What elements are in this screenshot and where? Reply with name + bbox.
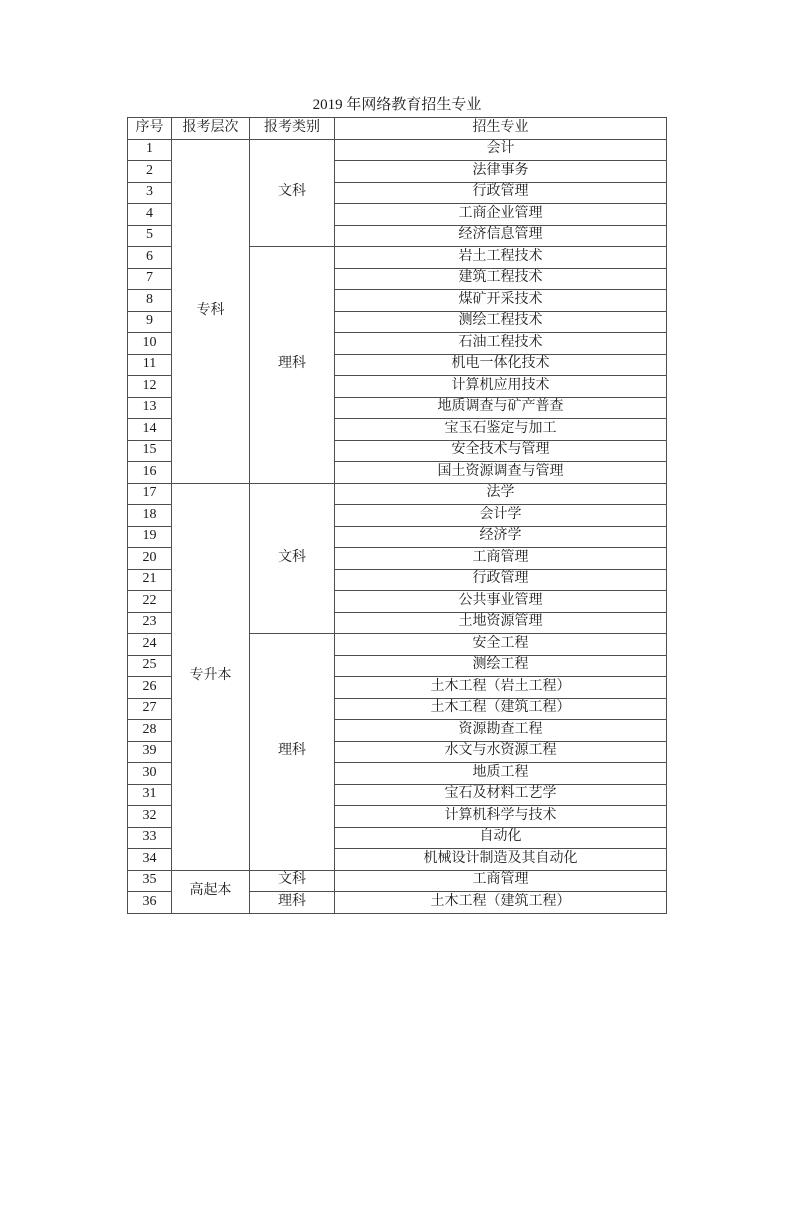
col-header-no: 序号 [128,118,172,140]
major-cell: 石油工程技术 [335,333,667,355]
major-cell: 安全技术与管理 [335,440,667,462]
col-header-major: 招生专业 [335,118,667,140]
row-number-cell: 25 [128,655,172,677]
category-cell: 理科 [250,247,335,484]
row-number-cell: 32 [128,806,172,828]
major-cell: 工商管理 [335,548,667,570]
major-cell: 水文与水资源工程 [335,741,667,763]
row-number-cell: 18 [128,505,172,527]
major-cell: 机电一体化技术 [335,354,667,376]
row-number-cell: 22 [128,591,172,613]
major-cell: 地质工程 [335,763,667,785]
major-cell: 会计 [335,139,667,161]
major-cell: 机械设计制造及其自动化 [335,849,667,871]
major-cell: 法学 [335,483,667,505]
table-body [128,139,667,913]
row-number-cell: 7 [128,268,172,290]
major-cell: 地质调查与矿产普查 [335,397,667,419]
row-number-cell: 27 [128,698,172,720]
major-cell: 土木工程（岩土工程） [335,677,667,699]
row-number-cell: 11 [128,354,172,376]
admissions-table [127,117,667,914]
category-cell: 文科 [250,483,335,634]
major-cell: 计算机科学与技术 [335,806,667,828]
table-row [128,483,667,505]
category-cell: 理科 [250,634,335,871]
row-number-cell: 34 [128,849,172,871]
row-number-cell: 36 [128,892,172,914]
major-cell: 工商企业管理 [335,204,667,226]
row-number-cell: 9 [128,311,172,333]
row-number-cell: 21 [128,569,172,591]
row-number-cell: 17 [128,483,172,505]
category-cell: 文科 [250,139,335,247]
major-cell: 土木工程（建筑工程） [335,698,667,720]
row-number-cell: 39 [128,741,172,763]
major-cell: 计算机应用技术 [335,376,667,398]
level-cell: 专升本 [172,483,250,870]
row-number-cell: 15 [128,440,172,462]
document-page [0,97,794,914]
major-cell: 公共事业管理 [335,591,667,613]
row-number-cell: 1 [128,139,172,161]
row-number-cell: 8 [128,290,172,312]
major-cell: 测绘工程技术 [335,311,667,333]
page-title: 2019 年网络教育招生专业 [312,97,482,113]
major-cell: 建筑工程技术 [335,268,667,290]
row-number-cell: 14 [128,419,172,441]
table-row [128,139,667,161]
major-cell: 工商管理 [335,870,667,892]
col-header-level: 报考层次 [172,118,250,140]
row-number-cell: 31 [128,784,172,806]
row-number-cell: 2 [128,161,172,183]
row-number-cell: 6 [128,247,172,269]
row-number-cell: 3 [128,182,172,204]
row-number-cell: 35 [128,870,172,892]
major-cell: 经济学 [335,526,667,548]
row-number-cell: 30 [128,763,172,785]
major-cell: 宝玉石鉴定与加工 [335,419,667,441]
row-number-cell: 28 [128,720,172,742]
category-cell: 文科 [250,870,335,892]
row-number-cell: 23 [128,612,172,634]
col-header-category: 报考类别 [250,118,335,140]
major-cell: 会计学 [335,505,667,527]
header-row [128,118,667,140]
major-cell: 煤矿开采技术 [335,290,667,312]
major-cell: 行政管理 [335,182,667,204]
major-cell: 自动化 [335,827,667,849]
major-cell: 法律事务 [335,161,667,183]
major-cell: 安全工程 [335,634,667,656]
major-cell: 宝石及材料工艺学 [335,784,667,806]
table-header [128,118,667,140]
row-number-cell: 16 [128,462,172,484]
major-cell: 资源勘查工程 [335,720,667,742]
major-cell: 岩土工程技术 [335,247,667,269]
row-number-cell: 12 [128,376,172,398]
level-cell: 高起本 [172,870,250,913]
row-number-cell: 33 [128,827,172,849]
row-number-cell: 20 [128,548,172,570]
major-cell: 土地资源管理 [335,612,667,634]
row-number-cell: 4 [128,204,172,226]
major-cell: 国土资源调查与管理 [335,462,667,484]
row-number-cell: 19 [128,526,172,548]
major-cell: 测绘工程 [335,655,667,677]
row-number-cell: 13 [128,397,172,419]
table-row [128,870,667,892]
row-number-cell: 5 [128,225,172,247]
category-cell: 理科 [250,892,335,914]
major-cell: 行政管理 [335,569,667,591]
row-number-cell: 24 [128,634,172,656]
major-cell: 土木工程（建筑工程） [335,892,667,914]
level-cell: 专科 [172,139,250,483]
row-number-cell: 26 [128,677,172,699]
row-number-cell: 10 [128,333,172,355]
major-cell: 经济信息管理 [335,225,667,247]
